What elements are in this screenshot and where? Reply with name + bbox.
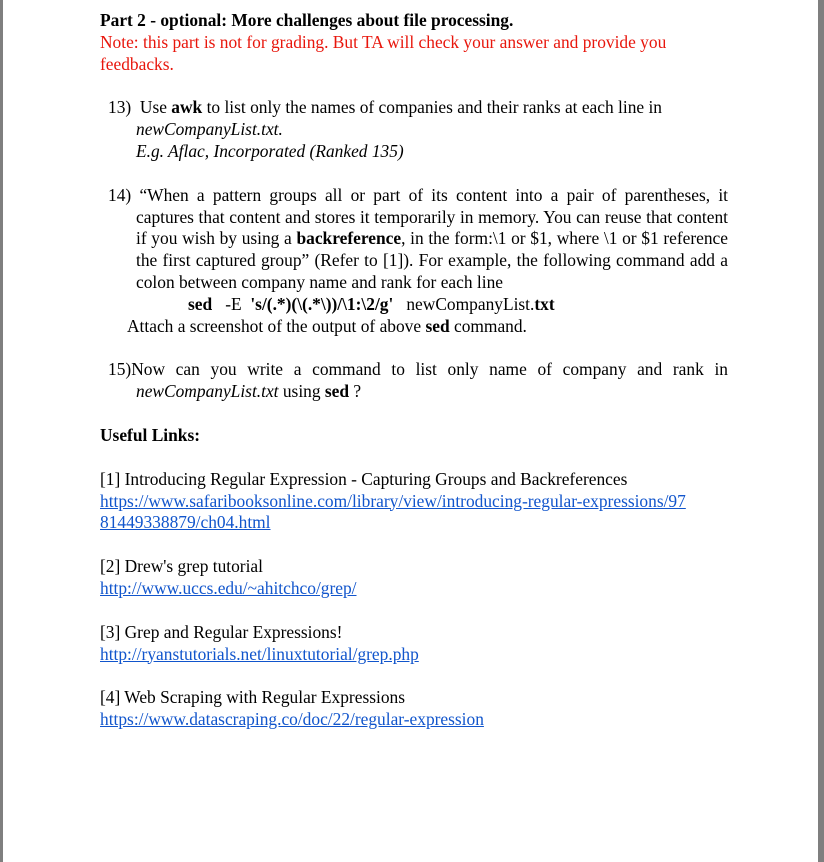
- q14-attach: [100, 316, 728, 338]
- q13-text-mid: to list only the names of companies and their ranks at each line in: [202, 97, 662, 118]
- q13-number: 13): [108, 97, 132, 118]
- q13-text-pre: Use: [139, 97, 172, 118]
- q15-file: newCompanyList.txt: [136, 381, 279, 402]
- q14-attach-sed: sed: [425, 315, 450, 336]
- q15-text1: Now can you write a command to list only name of company and rank in: [131, 359, 728, 380]
- q13-file: newCompanyList.txt.: [136, 119, 283, 140]
- link-1-title: [1] Introducing Regular Expression - Capturing Groups and Backreferences: [100, 468, 628, 489]
- q15-number: 15): [108, 359, 132, 380]
- question-15: [100, 359, 728, 403]
- cmd-flag: -E: [225, 293, 242, 314]
- link-4-title: [4] Web Scraping with Regular Expressions: [100, 687, 405, 708]
- q14-text1: “When a pattern groups all or part of its content into a pair of parentheses, it captures that content and stores it temporarily in memory. You can reuse that content if you wish by using a: [136, 184, 728, 249]
- link-4-url[interactable]: https://www.datascraping.co/doc/22/regular-expression: [100, 709, 484, 730]
- link-1-url[interactable]: https://www.safaribooksonline.com/library/view/introducing-regular-expressions/9781449338879/ch04.html: [100, 490, 686, 533]
- question-13: [108, 97, 728, 141]
- cmd-ext: txt: [534, 293, 555, 314]
- q14-text2: , in the form:\1 or $1, where \1 or $1 reference the first captured group” (Refer to [1]). For example, the following command add a colon between company name and rank for each line: [136, 228, 728, 292]
- q13-awk: awk: [171, 97, 203, 118]
- links-heading: Useful Links:: [100, 424, 201, 445]
- q13-example: E.g. Aflac, Incorporated (Ranked 135): [136, 140, 404, 161]
- part-heading: Part 2 - optional: More challenges about file processing.: [100, 10, 514, 30]
- q14-command: [100, 294, 728, 316]
- q14-number: 14): [108, 184, 132, 205]
- q14-attach-post: command.: [449, 315, 527, 336]
- link-2-title: [2] Drew's grep tutorial: [100, 556, 263, 577]
- cmd-expression: 's/(.*)(\(.*\))/\1:\2/g': [250, 293, 394, 314]
- q15-text3: ?: [349, 381, 362, 402]
- part-note: Note: this part is not for grading. But TA will check your answer and provide you feedbacks.: [100, 31, 667, 74]
- cmd-file: newCompanyList.: [406, 293, 535, 314]
- link-3-title: [3] Grep and Regular Expressions!: [100, 621, 343, 642]
- question-14: [100, 185, 728, 294]
- link-3-url[interactable]: http://ryanstutorials.net/linuxtutorial/grep.php: [100, 643, 419, 664]
- q14-backreference: backreference: [296, 228, 402, 249]
- q14-attach-pre: Attach a screenshot of the output of above: [127, 315, 426, 336]
- document-content: [100, 10, 728, 731]
- link-2-url[interactable]: http://www.uccs.edu/~ahitchco/grep/: [100, 577, 357, 598]
- cmd-sed: sed: [188, 293, 213, 314]
- q15-text2: using: [278, 381, 325, 402]
- document-page: [3, 0, 818, 862]
- q15-sed: sed: [324, 381, 350, 402]
